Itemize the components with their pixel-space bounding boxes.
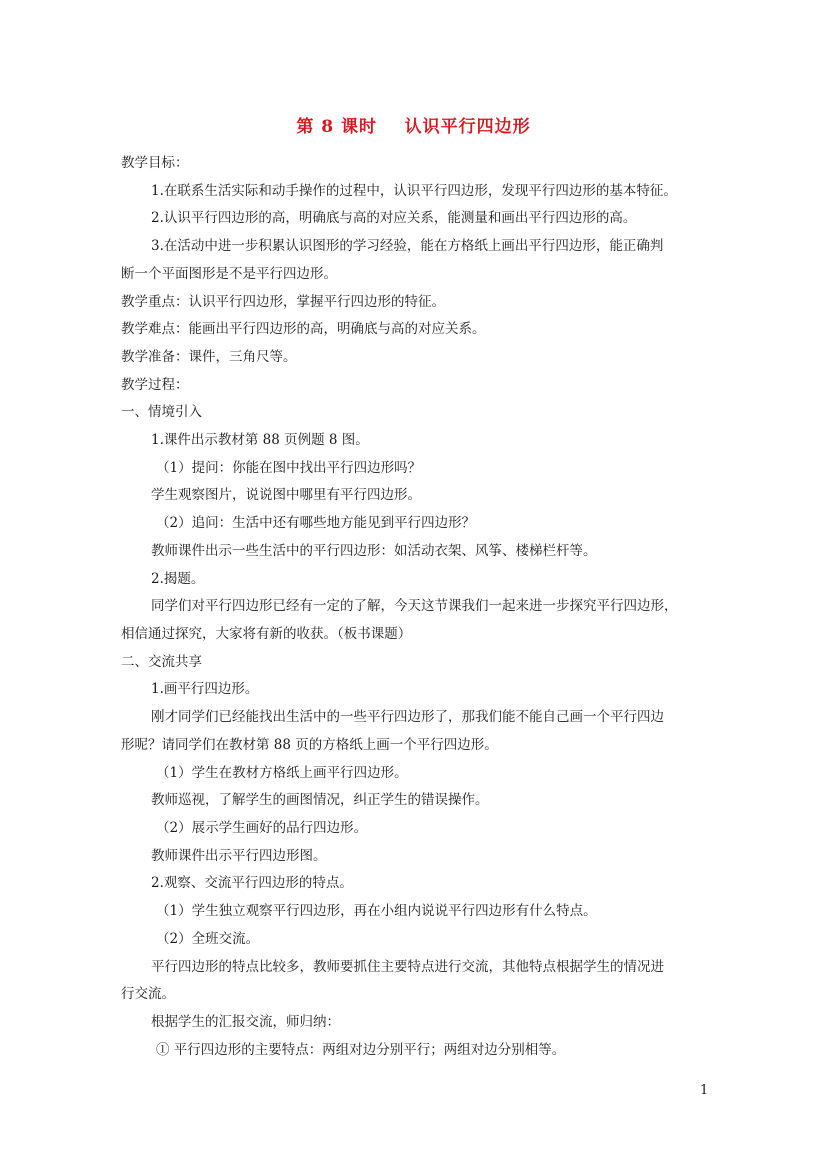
process-heading: 教学过程： — [121, 377, 189, 393]
objective-2: 2.认识平行四边形的高，明确底与高的对应关系，能测量和画出平行四边形的高。 — [151, 210, 637, 226]
paragraph: 根据学生的汇报交流，师归纳： — [151, 1014, 340, 1030]
paragraph: 1.课件出示教材第 88 页例题 8 图。 — [151, 432, 369, 448]
paragraph: （2）全班交流。 — [156, 931, 260, 947]
paragraph: 平行四边形的特点比较多，教师要抓住主要特点进行交流，其他特点根据学生的情况进 — [151, 959, 664, 975]
paragraph: 教师巡视，了解学生的画图情况，纠正学生的错误操作。 — [151, 792, 489, 808]
paragraph: 行交流。 — [121, 986, 175, 1002]
paragraph: 刚才同学们已经能找出生活中的一些平行四边形了，那我们能不能自己画一个平行四边 — [151, 709, 664, 725]
paragraph: （1）学生在教材方格纸上画平行四边形。 — [156, 765, 408, 781]
paragraph: 教师课件出示平行四边形图。 — [151, 848, 327, 864]
paragraph: （1）学生独立观察平行四边形，再在小组内说说平行四边形有什么特点。 — [156, 903, 597, 919]
paragraph: ① 平行四边形的主要特点：两组对边分别平行；两组对边分别相等。 — [156, 1042, 566, 1058]
paragraph: 2.观察、交流平行四边形的特点。 — [151, 875, 353, 891]
paragraph: 同学们对平行四边形已经有一定的了解，今天这节课我们一起来进一步探究平行四边形， — [151, 598, 678, 614]
key-points: 教学重点：认识平行四边形，掌握平行四边形的特征。 — [121, 294, 445, 310]
paragraph: 相信通过探究，大家将有新的收获。（板书课题） — [121, 626, 412, 642]
objective-3-continued: 断一个平面图形是不是平行四边形。 — [121, 266, 337, 282]
section-2-heading: 二、交流共享 — [121, 654, 202, 670]
lesson-title: 第 8 课时 认识平行四边形 — [296, 117, 531, 137]
difficulties: 教学难点：能画出平行四边形的高，明确底与高的对应关系。 — [121, 321, 486, 337]
section-1-heading: 一、情境引入 — [121, 404, 202, 420]
paragraph: （1）提问：你能在图中找出平行四边形吗？ — [156, 460, 422, 476]
page-number: 1 — [700, 1083, 709, 1098]
objective-1: 1.在联系生活实际和动手操作的过程中，认识平行四边形，发现平行四边形的基本特征。 — [151, 183, 677, 199]
paragraph: 2.揭题。 — [151, 571, 205, 587]
paragraph: 学生观察图片，说说图中哪里有平行四边形。 — [151, 487, 421, 503]
paragraph: 1.画平行四边形。 — [151, 681, 259, 697]
paragraph: （2）展示学生画好的品行四边形。 — [156, 820, 368, 836]
preparation: 教学准备：课件，三角尺等。 — [121, 349, 297, 365]
paragraph: 形呢？请同学们在教材第 88 页的方格纸上画一个平行四边形。 — [121, 737, 498, 753]
objective-3: 3.在活动中进一步积累认识图形的学习经验，能在方格纸上画出平行四边形，能正确判 — [151, 238, 664, 254]
objectives-heading: 教学目标： — [121, 155, 189, 171]
paragraph: 教师课件出示一些生活中的平行四边形：如活动衣架、风筝、楼梯栏杆等。 — [151, 543, 597, 559]
paragraph: （2）追问：生活中还有哪些地方能见到平行四边形？ — [156, 515, 476, 531]
